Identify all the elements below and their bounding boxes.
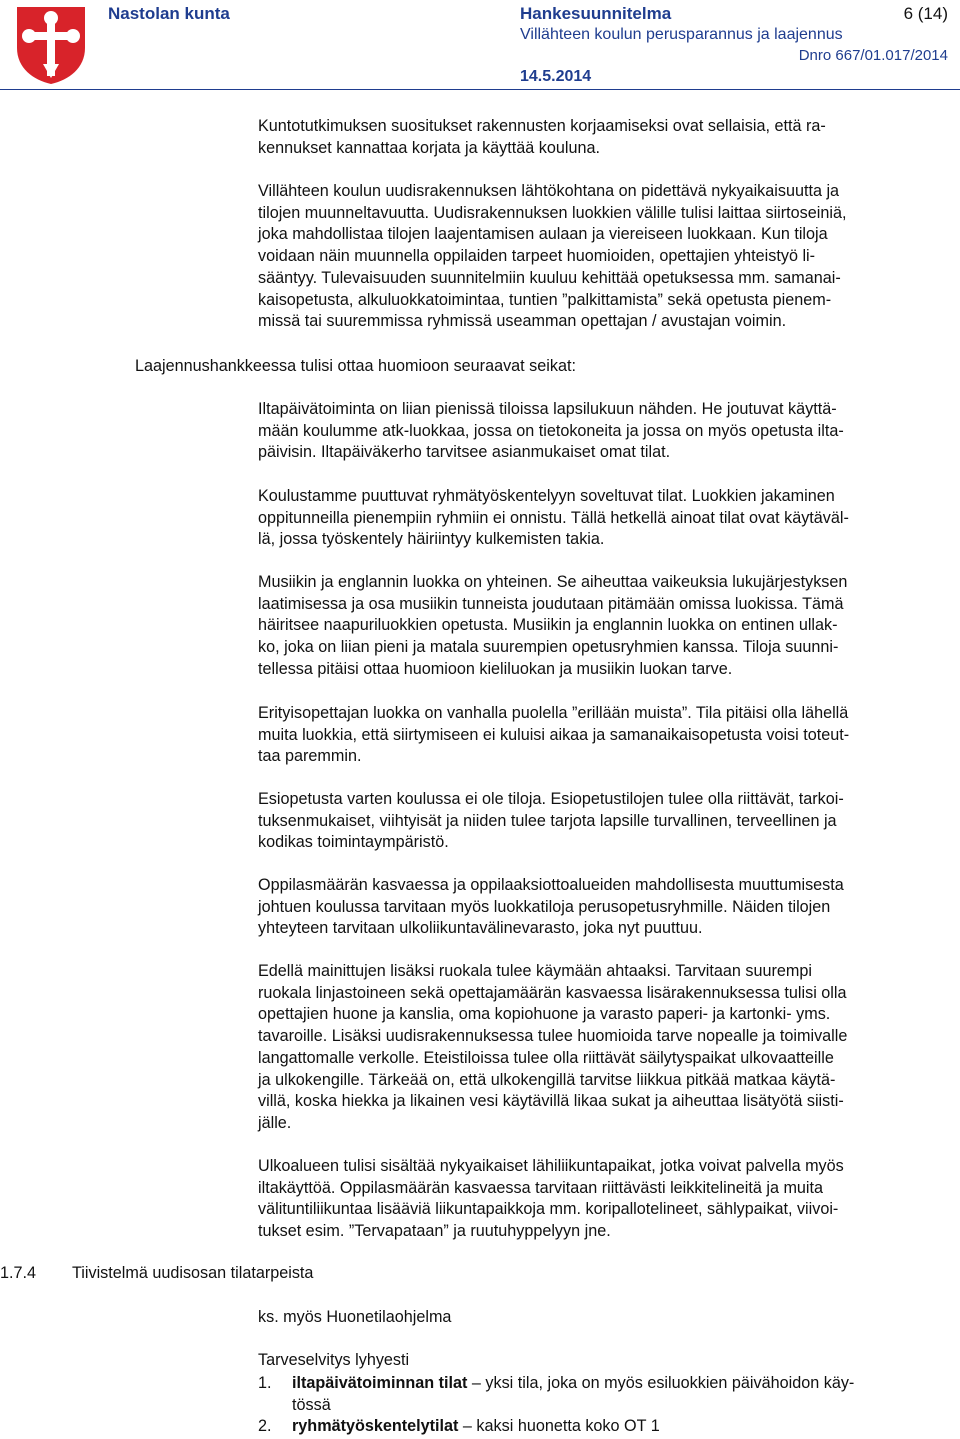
text-line: joka mahdollistaa tilojen laajentamisen aulaan ja viereiseen luokkaan. Kun tiloja — [258, 225, 828, 244]
text-line: oppitunneilla pienempiin ryhmiin ei onnistu. Tällä hetkellä ainoat tilat ovat käytäväl- — [258, 508, 849, 527]
text-line: tuksenmukaiset, viihtyisät ja niiden tulee tarjota lapsille turvallinen, terveellinen ja — [258, 811, 837, 830]
text-line: taa paremmin. — [258, 747, 362, 766]
list-item-number: 2. — [258, 1417, 272, 1436]
text-line: missä tai suuremmissa ryhmissä useamman opettajan / avustajan voimin. — [258, 312, 787, 331]
text-line: Kuntotutkimuksen suositukset rakennusten korjaamiseksi ovat sellaisia, että ra- — [258, 117, 826, 135]
text-line: välituntiliikuntaa lisääviä liikuntapaikkoja mm. koripallotelineet, sählypaikat, viivoi- — [258, 1200, 839, 1219]
text-line: langattomalle verkolle. Eteistiloissa tulee olla riittävät säilytyspaikat ulkovaatteille — [258, 1048, 834, 1067]
text-line: kaisopetusta, alkuluokkatoimintaa, tuntien ”palkittamista” sekä opetusta pienem- — [258, 290, 832, 309]
record-number: Dnro 667/01.017/2014 — [798, 47, 948, 64]
organization-name: Nastolan kunta — [108, 4, 230, 23]
text-line: Musiikin ja englannin luokka on yhteinen. Se aiheuttaa vaikeuksia lukujärjestyksen — [258, 573, 848, 591]
text-line: Iltapäivätoiminta on liian pienissä tiloissa lapsilukuun nähden. He joutuvat käyttä- — [258, 400, 837, 418]
text-line: päivisin. Iltapäiväkerho tarvitsee asianmukaiset omat tilat. — [258, 443, 671, 462]
text-line: yhteyteen tarvitaan ulkoliikuntavälinevarasto, joka nyt puuttuu. — [258, 919, 703, 938]
see-also-note: ks. myös Huonetilaohjelma — [258, 1308, 452, 1326]
document-subtitle: Villähteen koulun perusparannus ja laajennus — [520, 26, 843, 43]
considerations-intro: Laajennushankkeessa tulisi ottaa huomioon seuraavat seikat: — [135, 357, 576, 375]
header-divider — [0, 89, 960, 90]
list-item-term: iltapäivätoiminnan tilat — [292, 1374, 468, 1392]
list-item — [258, 1373, 950, 1416]
text-line: Koulustamme puuttuvat ryhmätyöskentelyyn soveltuvat tilat. Luokkien jakaminen — [258, 487, 835, 505]
text-line: kodikas toimintaympäristö. — [258, 833, 449, 852]
paragraph-condition-survey — [258, 116, 950, 159]
summary-list — [258, 1373, 950, 1438]
paragraph-classroom-needs — [258, 875, 950, 940]
text-line: laatimisessa ja osa musiikin tunneista joudutaan pitämään omissa luokissa. Tämä — [258, 594, 844, 613]
paragraph-special-education — [258, 703, 950, 768]
section-heading — [0, 1264, 313, 1283]
document-date: 14.5.2014 — [520, 68, 592, 85]
coat-of-arms-icon — [13, 4, 89, 86]
paragraph-outdoor-area — [258, 1156, 950, 1243]
paragraph-group-work-spaces — [258, 486, 950, 551]
text-line: ja ulkokengille. Tärkeää on, että ulkokengillä tarvitse liikkua pitkää matkaa käytä- — [258, 1070, 836, 1089]
text-line: iltakäyttöä. Oppilasmäärän kasvaessa tarvitaan riittävästi leikkitelineitä ja muita — [258, 1178, 824, 1197]
list-item-text: – kaksi huonetta koko OT 1 — [458, 1417, 660, 1436]
list-item — [258, 1416, 950, 1438]
text-line: mään koulumme atk-luokkaa, jossa on tietokoneita ja jossa on myös opetusta ilta- — [258, 421, 844, 440]
paragraph-cafeteria-and-staff — [258, 961, 950, 1135]
paragraph-new-building-principles — [258, 181, 950, 333]
text-line: opettajien huone ja kanslia, oma kopiohuone ja varasto paperi- ja kartonki- yms. — [258, 1005, 831, 1024]
text-line: kennukset kannattaa korjata ja käyttää kouluna. — [258, 138, 600, 157]
text-line: Edellä mainittujen lisäksi ruokala tulee käymään ahtaaksi. Tarvitaan suurempi — [258, 962, 812, 980]
text-line: tavaroille. Lisäksi uudisrakennuksessa tulee huomioida tarve nopealle ja toimivalle — [258, 1027, 848, 1046]
text-line: ruokala linjastoineen sekä opettajamäärän kasvaessa lisärakennuksessa tulisi olla — [258, 983, 847, 1002]
text-line: Esiopetusta varten koulussa ei ole tiloja. Esiopetustilojen tulee olla riittävät, tarkoi- — [258, 790, 844, 808]
paragraph-music-english-room — [258, 572, 950, 681]
text-line: sääntyy. Tulevaisuuden suunnitelmiin kuuluu kehittää opetuksessa mm. samanai- — [258, 268, 841, 287]
paragraph-preschool — [258, 789, 950, 854]
text-line: tellessa pitäisi ottaa huomioon kieliluokan ja musiikin luokan tarve. — [258, 659, 733, 678]
text-line: jälle. — [258, 1113, 292, 1132]
text-line: voidaan näin muunnella oppilaiden tarpeet huomioiden, opettajien yhteistyö li- — [258, 247, 816, 266]
text-line: ko, joka on liian pieni ja matala suurempien opetusryhmien kanssa. Tiloja suunni- — [258, 638, 839, 657]
list-item-text: – yksi tila, joka on myös esiluokkien päivähoidon käy- — [467, 1374, 855, 1392]
text-line: häiritsee naapuriluokkien opetusta. Musiikin ja englannin luokka on entinen ullak- — [258, 616, 838, 635]
page-number: 6 (14) — [903, 4, 948, 23]
text-line: villä, koska hiekka ja likainen vesi käytävillä likaa sukat ja aiheuttaa lisätyötä siisti- — [258, 1092, 844, 1111]
list-item-number: 1. — [258, 1374, 272, 1392]
text-line: tukset esim. ”Tervapataan” ja ruutuhyppelyyn jne. — [258, 1222, 611, 1241]
text-line: Ulkoalueen tulisi sisältää nykyaikaiset lähiliikuntapaikat, jotka voivat palvella myös — [258, 1157, 844, 1175]
text-line: lä, jossa työskentely häiriintyy kulkemisten takia. — [258, 530, 605, 549]
list-item-term: ryhmätyöskentelytilat — [292, 1417, 459, 1436]
section-number: 1.7.4 — [0, 1264, 37, 1282]
text-line: tilojen muunneltavuutta. Uudisrakennuksen luokkien välille tulisi laittaa siirtoseiniä, — [258, 203, 847, 222]
paragraph-afternoon-activities — [258, 399, 950, 464]
text-line: johtuen koulussa tarvitaan myös luokkatiloja perusopetusryhmille. Näiden tilojen — [258, 897, 831, 916]
document-title: Hankesuunnitelma — [520, 4, 672, 23]
section-title: Tiivistelmä uudisosan tilatarpeista — [72, 1264, 314, 1282]
text-line: muita luokkia, että siirtymiseen ei kuluisi aikaa ja samanaikaisopetusta voisi toteut- — [258, 725, 850, 744]
text-line: Erityisopettajan luokka on vanhalla puolella ”erillään muista”. Tila pitäisi olla lähellä — [258, 704, 849, 722]
text-line: Oppilasmäärän kasvaessa ja oppilaaksiottoalueiden mahdollisesta muuttumisesta — [258, 876, 844, 894]
list-item-text-continued: tössä — [292, 1395, 331, 1414]
text-line: Villähteen koulun uudisrakennuksen lähtökohtana on pidettävä nykyaikaisuutta ja — [258, 182, 840, 200]
summary-title: Tarveselvitys lyhyesti — [258, 1351, 410, 1369]
